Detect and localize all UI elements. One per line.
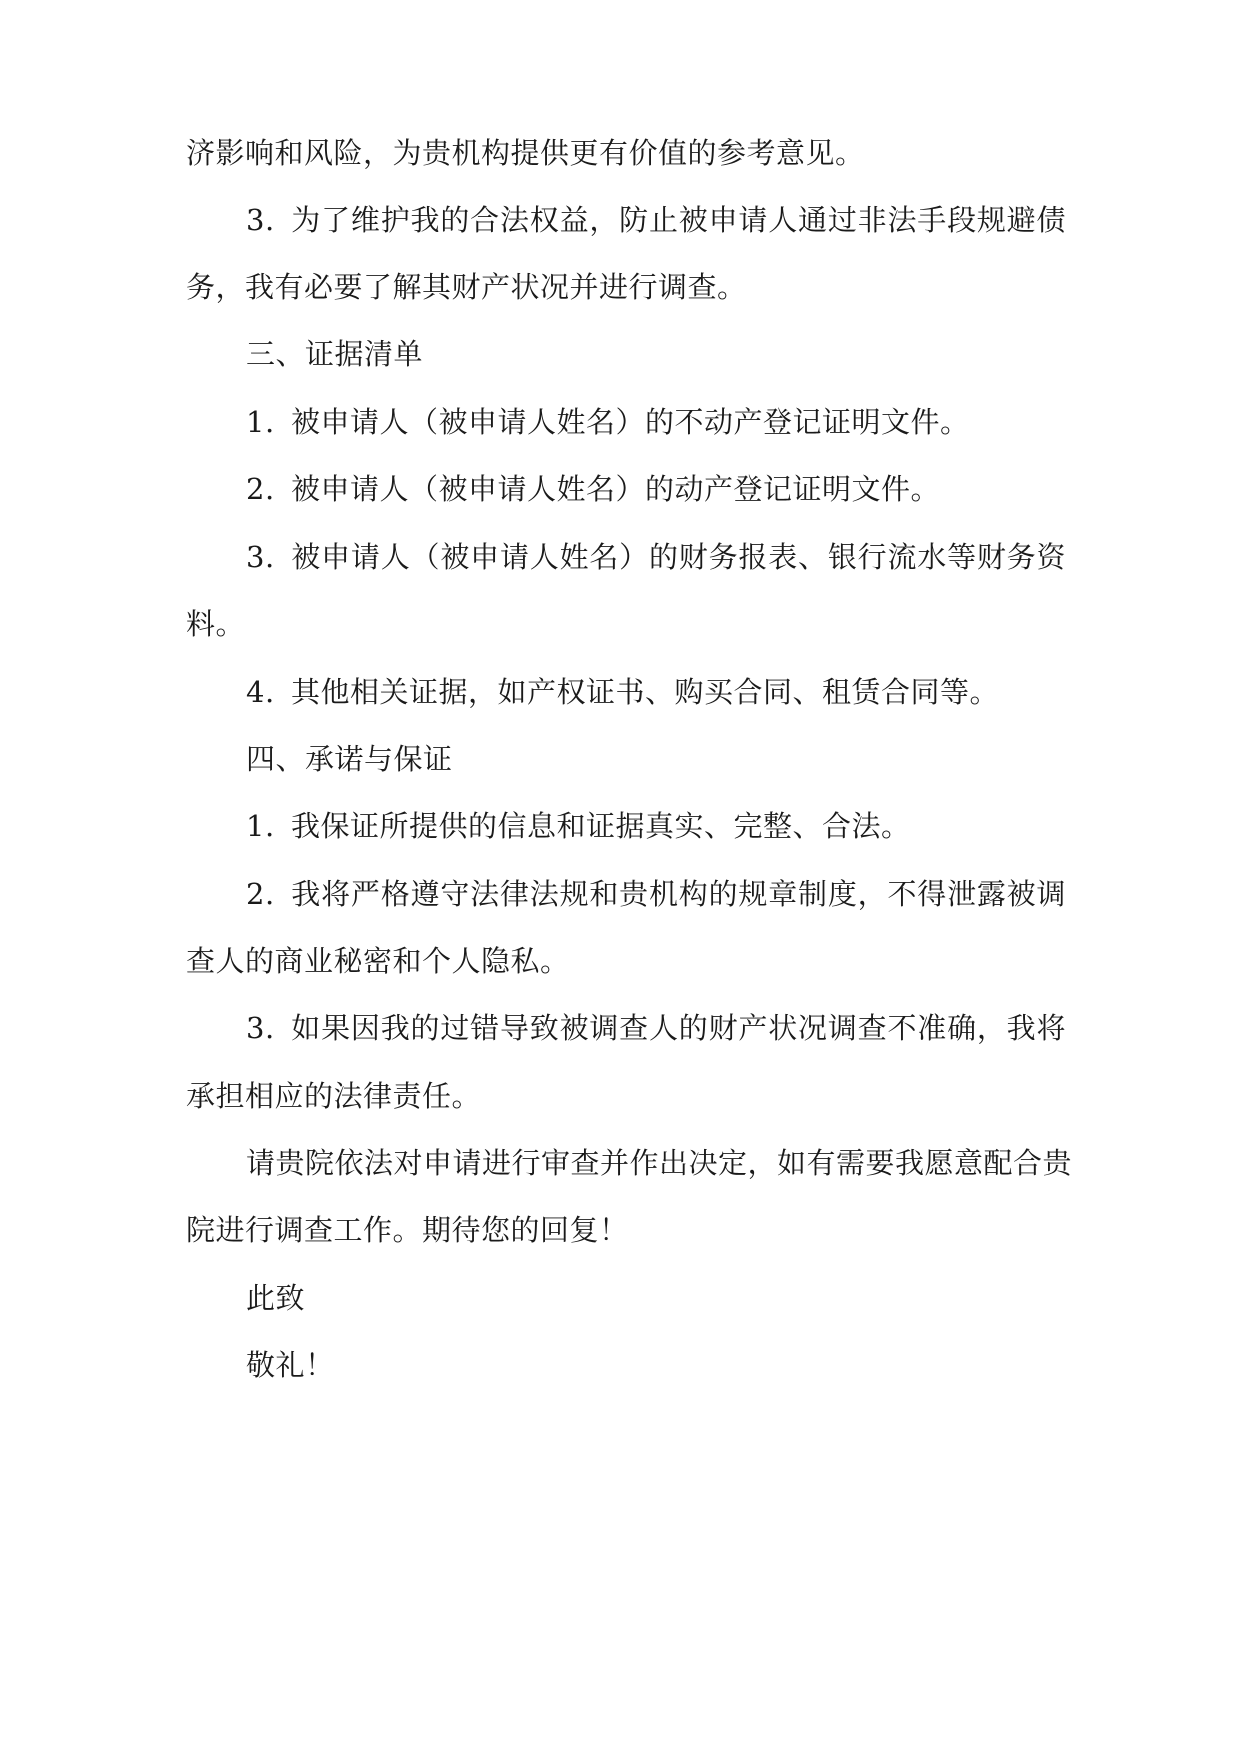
closing-salutation (246, 1278, 1066, 1318)
text: 如果因我的过错导致被调查人的财产状况调查不准确，我将 (291, 1011, 1066, 1045)
section-heading (246, 334, 1066, 374)
text: 济影响和风险，为贵机构提供更有价值的参考意见。 (186, 136, 865, 170)
text: 请贵院依法对申请进行审查并作出决定，如有需要我愿意配合贵 (246, 1146, 1073, 1180)
paragraph-line (186, 267, 1066, 307)
text: 三、证据清单 (246, 337, 424, 371)
text: 料。 (186, 607, 246, 641)
list-item (246, 874, 1066, 914)
list-number: 2. (246, 472, 275, 506)
text: 承担相应的法律责任。 (186, 1079, 482, 1113)
paragraph-line (246, 1143, 1073, 1183)
list-number: 4. (246, 675, 275, 709)
list-number: 2. (246, 877, 275, 911)
paragraph-line (186, 604, 1066, 644)
list-item (246, 672, 1066, 712)
list-item (246, 537, 1066, 577)
text: 被申请人（被申请人姓名）的财务报表、银行流水等财务资 (291, 540, 1066, 574)
list-number: 1. (246, 405, 275, 439)
list-item (246, 806, 1066, 846)
text: 被申请人（被申请人姓名）的不动产登记证明文件。 (291, 405, 970, 439)
list-number: 3. (246, 540, 275, 574)
paragraph-line (186, 133, 1066, 173)
text: 院进行调查工作。期待您的回复！ (186, 1213, 629, 1247)
text: 其他相关证据，如产权证书、购买合同、租赁合同等。 (291, 675, 1000, 709)
closing-salutation (246, 1345, 1066, 1385)
paragraph-line (186, 1210, 1066, 1250)
list-item (246, 1008, 1066, 1048)
paragraph-line (186, 941, 1066, 981)
text: 此致 (246, 1281, 306, 1315)
text: 敬礼！ (246, 1348, 335, 1382)
text: 我保证所提供的信息和证据真实、完整、合法。 (291, 809, 911, 843)
text: 我将严格遵守法律法规和贵机构的规章制度，不得泄露被调 (291, 877, 1066, 911)
list-item (246, 200, 1066, 240)
list-number: 3. (246, 1011, 275, 1045)
text: 务，我有必要了解其财产状况并进行调查。 (186, 270, 747, 304)
paragraph-line (186, 1076, 1066, 1116)
text: 查人的商业秘密和个人隐私。 (186, 944, 570, 978)
section-heading (246, 739, 1066, 779)
list-number: 3. (246, 203, 275, 237)
list-item (246, 469, 1066, 509)
list-item (246, 402, 1066, 442)
list-number: 1. (246, 809, 275, 843)
text: 四、承诺与保证 (246, 742, 453, 776)
text: 被申请人（被申请人姓名）的动产登记证明文件。 (291, 472, 941, 506)
text: 为了维护我的合法权益，防止被申请人通过非法手段规避债 (291, 203, 1066, 237)
